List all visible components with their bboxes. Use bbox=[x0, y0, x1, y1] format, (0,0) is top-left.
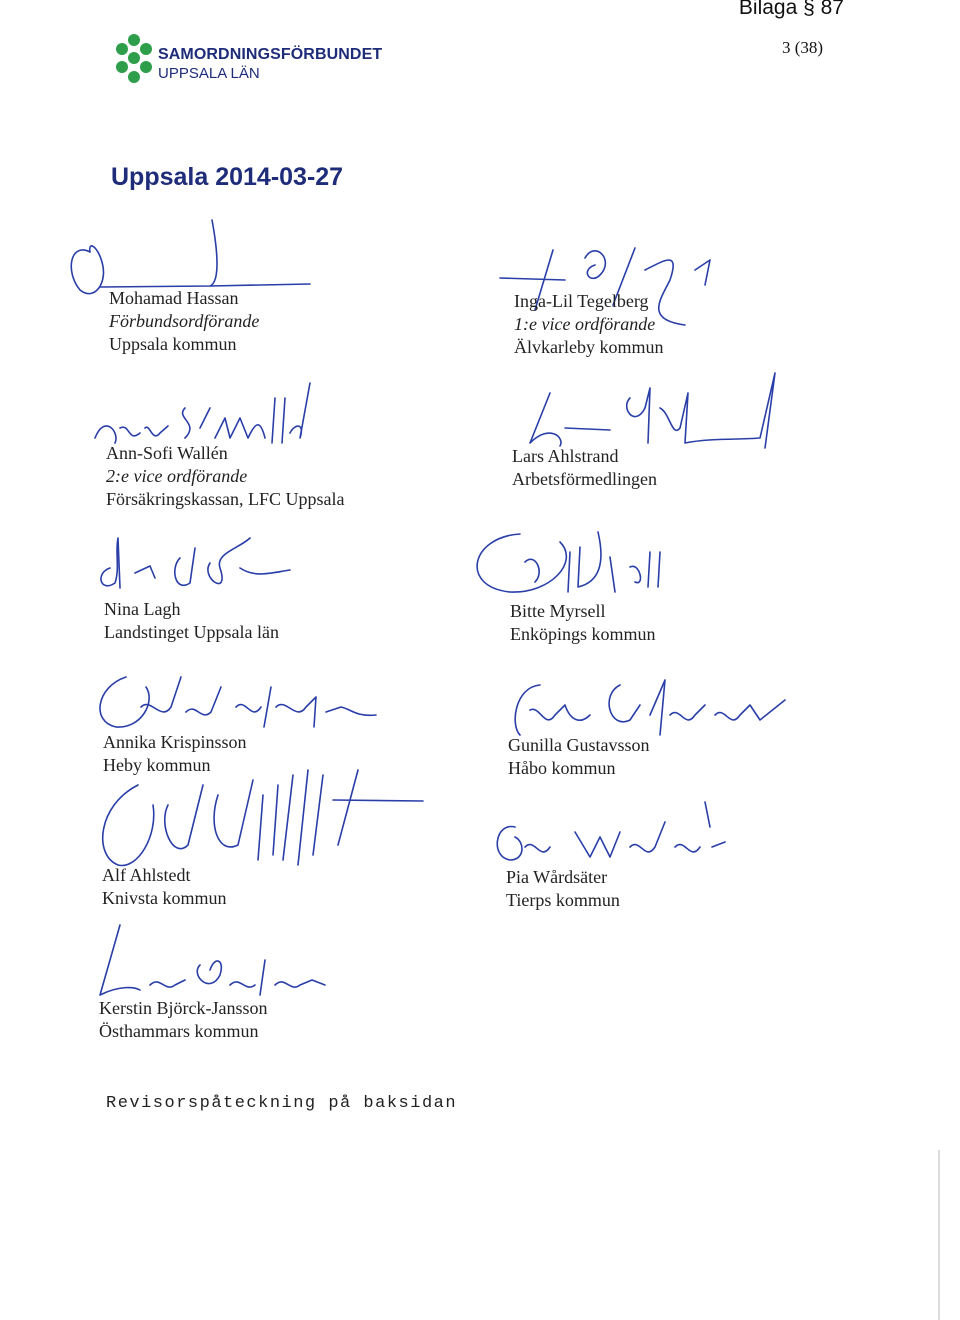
signatory-name: Kerstin Björck-Jansson bbox=[99, 998, 268, 1018]
signature-pia-wardsater bbox=[480, 792, 730, 872]
signatory-name: Gunilla Gustavsson bbox=[508, 735, 650, 755]
signatory-org: Knivsta kommun bbox=[102, 888, 227, 908]
signatory-role: Förbundsordförande bbox=[109, 311, 260, 331]
signatory-block-enkoping bbox=[510, 600, 656, 646]
signatory-role: 1:e vice ordförande bbox=[514, 314, 656, 334]
signatory-name: Lars Ahlstrand bbox=[512, 446, 619, 466]
signatory-block-first-vice-chair bbox=[514, 290, 663, 359]
signatory-name: Pia Wårdsäter bbox=[506, 867, 608, 887]
signatory-block-landstinget bbox=[104, 598, 279, 644]
signatory-name: Annika Krispinsson bbox=[103, 732, 247, 752]
signatory-org: Försäkringskassan, LFC Uppsala bbox=[106, 489, 345, 509]
page-number: 3 (38) bbox=[782, 38, 824, 57]
signatory-org: Enköpings kommun bbox=[510, 624, 656, 644]
signatory-org: Håbo kommun bbox=[508, 758, 616, 778]
signatory-org: Arbetsförmedlingen bbox=[512, 469, 657, 489]
signatory-org: Heby kommun bbox=[103, 755, 211, 775]
signatory-block-second-vice-chair bbox=[106, 442, 344, 511]
signature-bitte-myrsell bbox=[460, 522, 690, 607]
signatory-name: Alf Ahlstedt bbox=[102, 865, 191, 885]
signatory-block-chair bbox=[109, 287, 259, 356]
signatory-block-osthammar bbox=[99, 997, 267, 1043]
signatory-name: Ann-Sofi Wallén bbox=[106, 443, 228, 463]
signatory-block-tierp bbox=[506, 866, 620, 912]
signatory-name: Bitte Myrsell bbox=[510, 601, 606, 621]
scan-edge-line bbox=[938, 1150, 940, 1320]
place-date: Uppsala 2014-03-27 bbox=[111, 163, 344, 191]
signatory-org: Tierps kommun bbox=[506, 890, 620, 910]
organisation-logo bbox=[112, 33, 156, 87]
signature-kerstin-bjorck-jansson bbox=[80, 915, 340, 1005]
signatory-name: Inga-Lil Tegelberg bbox=[514, 291, 649, 311]
signatory-org: Älvkarleby kommun bbox=[514, 337, 664, 357]
signatory-name: Nina Lagh bbox=[104, 599, 181, 619]
signatory-name: Mohamad Hassan bbox=[109, 288, 239, 308]
signatory-role: 2:e vice ordförande bbox=[106, 466, 248, 486]
signatory-block-knivsta bbox=[102, 864, 227, 910]
org-name-line1: SAMORDNINGSFÖRBUNDET bbox=[158, 46, 383, 63]
signatory-org: Östhammars kommun bbox=[99, 1021, 259, 1041]
signature-nina-lagh bbox=[90, 528, 300, 608]
footer-note: Revisorspåteckning på baksidan bbox=[106, 1094, 458, 1113]
org-name-line2: UPPSALA LÄN bbox=[158, 65, 260, 82]
signatory-org: Uppsala kommun bbox=[109, 334, 237, 354]
signatory-block-heby bbox=[103, 731, 247, 777]
signatory-org: Landstinget Uppsala län bbox=[104, 622, 279, 642]
attachment-label: Bilaga § 87 bbox=[738, 0, 844, 19]
signatory-block-arbetsformedlingen bbox=[512, 445, 657, 491]
signatory-block-habo bbox=[508, 734, 650, 780]
